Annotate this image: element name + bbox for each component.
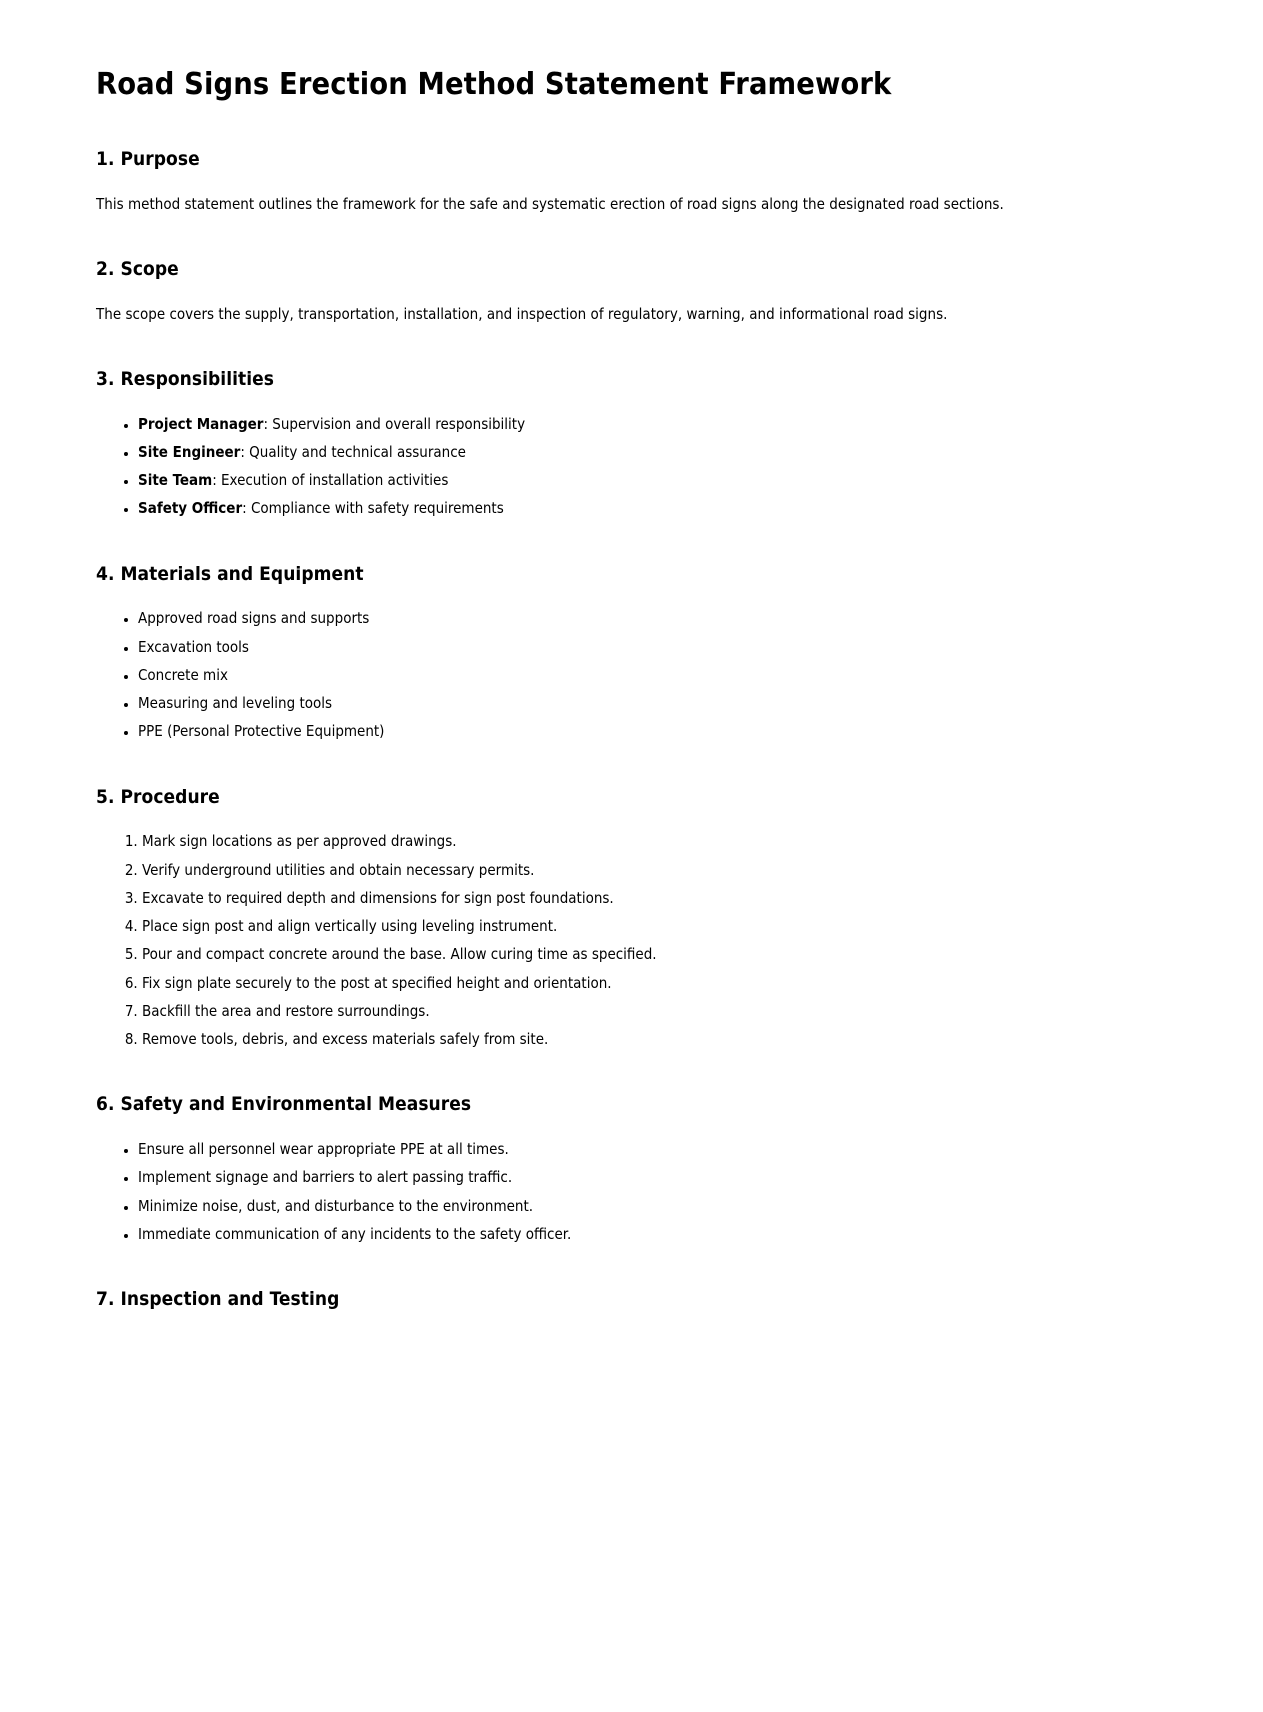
spacer (96, 586, 1167, 608)
page-title: Road Signs Erection Method Statement Framework (96, 67, 892, 102)
list-item-text: Concrete mix (138, 665, 228, 684)
list-item-text: : Quality and technical assurance (240, 442, 466, 461)
list-item (142, 944, 1167, 964)
spacer (96, 809, 1167, 831)
section-heading-scope: 2. Scope (96, 258, 179, 281)
section-paragraph-purpose: This method statement outlines the framework for the safe and systematic erection of road signs along the designated road sections. (96, 194, 1004, 213)
section-responsibilities (96, 367, 1167, 519)
spacer (96, 519, 1167, 562)
section-procedure (96, 785, 1167, 1050)
list-item-text: : Supervision and overall responsibility (263, 414, 526, 433)
list-item-text: Excavation tools (138, 637, 249, 656)
section-heading-safety-and-environmental-measures: 6. Safety and Environmental Measures (96, 1093, 472, 1116)
safety-list (96, 1139, 1167, 1244)
list-item (138, 470, 1167, 490)
list-item-text: Place sign post and align vertically using leveling instrument. (142, 917, 558, 936)
list-item (138, 665, 1167, 685)
list-item-text: Measuring and leveling tools (138, 694, 333, 713)
section-safety-and-environmental-measures (96, 1092, 1167, 1244)
spacer (96, 104, 1167, 147)
section-inspection-and-testing (96, 1287, 1167, 1312)
section-materials-and-equipment (96, 562, 1167, 742)
spacer (96, 282, 1167, 304)
section-heading-responsibilities: 3. Responsibilities (96, 368, 275, 390)
spacer (96, 172, 1167, 194)
procedure-list (96, 831, 1167, 1049)
list-item-text: Excavate to required depth and dimensions for sign post foundations. (142, 888, 614, 907)
list-item-text: Mark sign locations as per approved drawings. (142, 832, 457, 851)
spacer (96, 392, 1167, 414)
list-item-text: Immediate communication of any incidents to the safety officer. (138, 1224, 572, 1243)
materials-list (96, 608, 1167, 741)
spacer (96, 214, 1167, 257)
list-item (142, 1001, 1167, 1021)
list-item-text: Verify underground utilities and obtain necessary permits. (142, 860, 535, 879)
list-item (138, 1139, 1167, 1159)
list-item (138, 637, 1167, 657)
list-item-text: Approved road signs and supports (138, 609, 370, 628)
list-item (142, 916, 1167, 936)
list-item-label: Safety Officer (138, 499, 243, 518)
list-item (138, 608, 1167, 628)
section-heading-materials-and-equipment: 4. Materials and Equipment (96, 562, 364, 585)
list-item (138, 1167, 1167, 1187)
list-item (138, 721, 1167, 741)
list-item (138, 498, 1167, 518)
list-item-text: Remove tools, debris, and excess materials safely from site. (142, 1030, 549, 1049)
spacer (96, 742, 1167, 785)
list-item (142, 888, 1167, 908)
section-purpose (96, 147, 1167, 214)
spacer (96, 1117, 1167, 1139)
list-item-text: PPE (Personal Protective Equipment) (138, 722, 385, 741)
list-item (142, 1029, 1167, 1049)
list-item-text: : Execution of installation activities (212, 471, 449, 490)
section-paragraph-scope: The scope covers the supply, transportation, installation, and inspection of regulatory, warning, and informational road signs. (96, 304, 948, 323)
section-heading-inspection-and-testing: 7. Inspection and Testing (96, 1288, 340, 1310)
section-scope (96, 257, 1167, 324)
spacer (96, 1049, 1167, 1092)
list-item-text: Backfill the area and restore surroundings. (142, 1001, 430, 1020)
list-item-text: Ensure all personnel wear appropriate PPE at all times. (138, 1140, 509, 1158)
section-heading-purpose: 1. Purpose (96, 148, 200, 171)
list-item (138, 1196, 1167, 1216)
list-item-text: Fix sign plate securely to the post at specified height and orientation. (142, 973, 612, 992)
list-item-text: : Compliance with safety requirements (242, 499, 504, 518)
list-item (138, 414, 1167, 434)
list-item-text: Minimize noise, dust, and disturbance to the environment. (138, 1196, 534, 1215)
list-item-label: Site Engineer (138, 442, 241, 461)
list-item (142, 860, 1167, 880)
list-item (142, 973, 1167, 993)
list-item-text: Pour and compact concrete around the base. Allow curing time as specified. (142, 945, 657, 964)
section-heading-procedure: 5. Procedure (96, 785, 220, 808)
list-item-label: Project Manager (138, 414, 264, 433)
list-item (142, 831, 1167, 851)
spacer (96, 324, 1167, 367)
responsibilities-list (96, 414, 1167, 519)
list-item-label: Site Team (138, 471, 213, 490)
list-item (138, 442, 1167, 462)
spacer (96, 1244, 1167, 1287)
list-item (138, 693, 1167, 713)
list-item (138, 1224, 1167, 1244)
list-item-text: Implement signage and barriers to alert passing traffic. (138, 1168, 513, 1187)
